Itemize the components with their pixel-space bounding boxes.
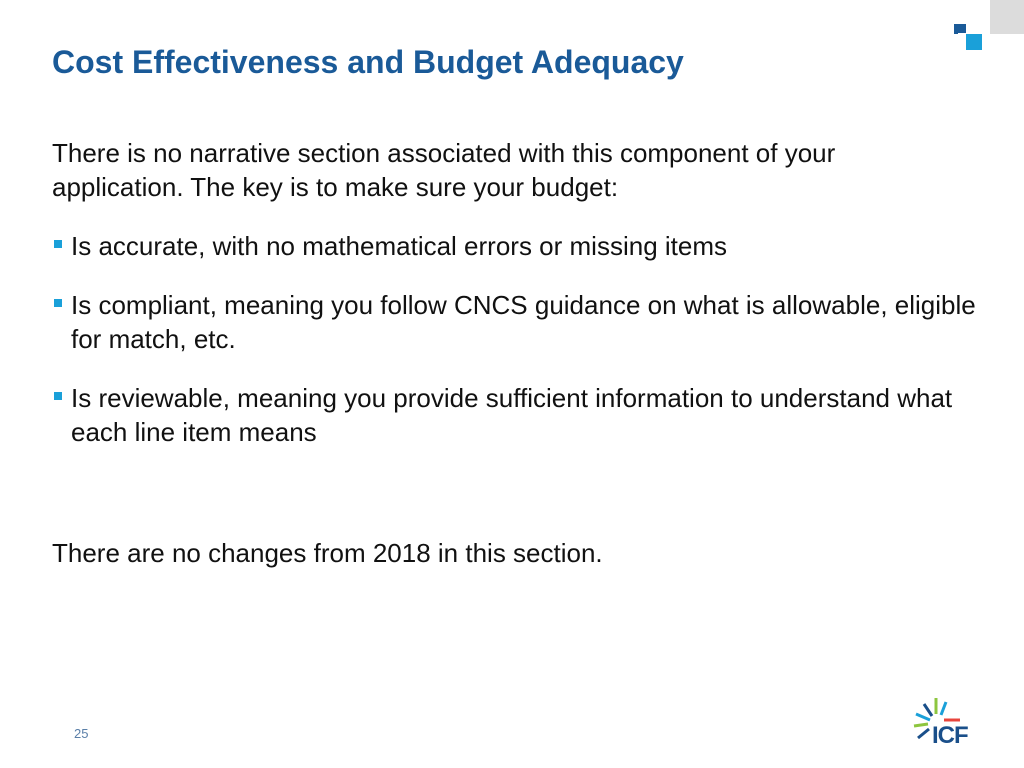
footer-note: There are no changes from 2018 in this section. — [52, 538, 603, 568]
bullet-text: Is compliant, meaning you follow CNCS guidance on what is allowable, eligible for match, etc. — [71, 290, 976, 354]
page-number: 25 — [74, 726, 89, 741]
square-bullet-icon — [54, 299, 62, 307]
list-item — [52, 381, 982, 449]
icf-logo — [908, 696, 978, 750]
square-bullet-icon — [54, 240, 62, 248]
list-item — [52, 288, 982, 356]
slide-title: Cost Effectiveness and Budget Adequacy — [52, 44, 684, 80]
bullet-text: Is accurate, with no mathematical errors or missing items — [71, 231, 727, 261]
bullet-text: Is reviewable, meaning you provide sufficient information to understand what each line item means — [71, 383, 953, 447]
square-bullet-icon — [54, 392, 62, 400]
logo-text: ICF — [932, 722, 968, 749]
corner-decoration-icon — [954, 0, 1024, 60]
intro-paragraph: There is no narrative section associated with this component of your application. The key is to make sure your budget: — [52, 138, 836, 202]
list-item — [52, 229, 982, 263]
bullet-list — [52, 229, 982, 474]
